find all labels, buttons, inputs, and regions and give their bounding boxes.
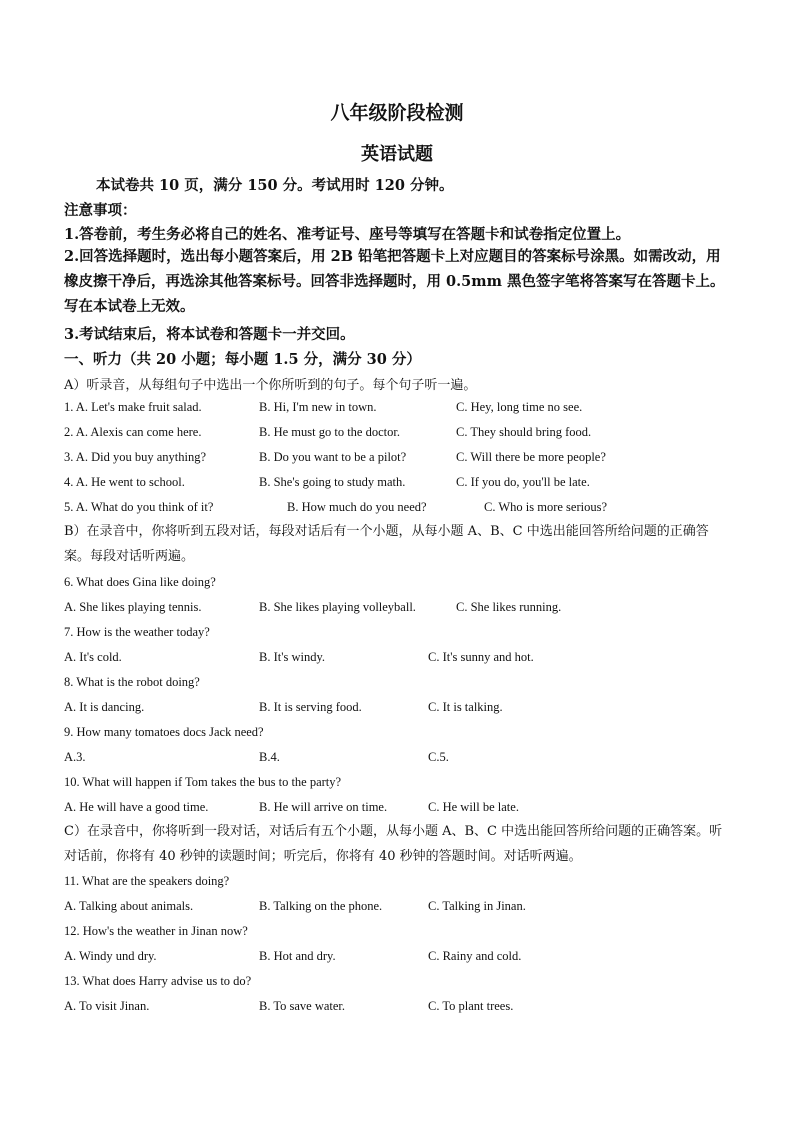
notice-item-3: 3.考试结束后，将本试卷和答题卡一并交回。 (64, 326, 355, 343)
q11-option-b: B. Talking on the phone. (259, 899, 383, 913)
page-subtitle: 英语试题 (361, 144, 433, 165)
q9-option-c: C.5. (428, 750, 449, 764)
q9-option-b: B.4. (259, 750, 280, 764)
q6-stem: 6. What does Gina like doing? (64, 575, 216, 589)
q11-option-c: C. Talking in Jinan. (428, 899, 526, 913)
q5-option-b: B. How much do you need? (287, 500, 427, 514)
q9-option-a: A.3. (64, 750, 86, 764)
q6-option-b: B. She likes playing volleyball. (259, 600, 416, 614)
part-b-instructions: B）在录音中，你将听到五段对话，每段对话后有一个小题，从每小题 A、B、C 中选出能回答所给问题的正确答案。每段对话听两遍。 (64, 524, 709, 564)
q12-option-b: B. Hot and dry. (259, 949, 336, 963)
q10-option-c: C. He will be late. (428, 800, 519, 814)
q13-option-b: B. To save water. (259, 999, 346, 1013)
q2-option-a: 2. A. Alexis can come here. (64, 425, 202, 439)
q9-stem: 9. How many tomatoes docs Jack need? (64, 725, 264, 739)
q2-option-c: C. They should bring food. (456, 425, 592, 439)
q11-stem: 11. What are the speakers doing? (64, 874, 230, 888)
q4-option-c: C. If you do, you'll be late. (456, 475, 590, 489)
q10-option-b: B. He will arrive on time. (259, 800, 388, 814)
q12-option-c: C. Rainy and cold. (428, 949, 522, 963)
q3-option-b: B. Do you want to be a pilot? (259, 450, 407, 464)
q5-option-a: 5. A. What do you think of it? (64, 500, 214, 514)
page-title: 八年级阶段检测 (330, 102, 464, 124)
q7-option-a: A. It's cold. (64, 650, 122, 664)
q8-option-c: C. It is talking. (428, 700, 503, 714)
q4-option-a: 4. A. He went to school. (64, 475, 185, 489)
q13-stem: 13. What does Harry advise us to do? (64, 974, 252, 988)
notice-item-1: 1.答卷前，考生务必将自己的姓名、准考证号、座号等填写在答题卡和试卷指定位置上。 (64, 226, 631, 243)
q7-option-c: C. It's sunny and hot. (428, 650, 534, 664)
part-a-instructions: A）听录音，从每组句子中选出一个你所听到的句子。每个句子听一遍。 (64, 378, 477, 393)
q2-option-b: B. He must go to the doctor. (259, 425, 400, 439)
q12-stem: 12. How's the weather in Jinan now? (64, 924, 248, 938)
notice-item-2: 2.回答选择题时，选出每小题答案后，用 2B 铅笔把答题卡上对应题目的答案标号涂黑。如需改动，用橡皮擦干净后，再选涂其他答案标号。回答非选择题时，用 0.5mm 黑色签字笔将答案写在答题卡上。写在本试卷上无效。 (64, 248, 725, 315)
q1-option-b: B. Hi, I'm new in town. (259, 400, 377, 414)
exam-intro: 本试卷共 10 页，满分 150 分。考试用时 120 分钟。 (96, 177, 454, 194)
q1-option-c: C. Hey, long time no see. (456, 400, 583, 414)
q8-option-b: B. It is serving food. (259, 700, 362, 714)
q11-option-a: A. Talking about animals. (64, 899, 194, 913)
q10-stem: 10. What will happen if Tom takes the bus to the party? (64, 775, 342, 789)
section-heading: 一、听力（共 20 小题；每小题 1.5 分，满分 30 分） (64, 351, 421, 368)
q3-option-a: 3. A. Did you buy anything? (64, 450, 207, 464)
q13-option-a: A. To visit Jinan. (64, 999, 150, 1013)
q13-option-c: C. To plant trees. (428, 999, 514, 1013)
q8-option-a: A. It is dancing. (64, 700, 145, 714)
q6-option-c: C. She likes running. (456, 600, 562, 614)
q8-stem: 8. What is the robot doing? (64, 675, 200, 689)
q1-option-a: 1. A. Let's make fruit salad. (64, 400, 202, 414)
q7-stem: 7. How is the weather today? (64, 625, 210, 639)
q12-option-a: A. Windy und dry. (64, 949, 157, 963)
q6-option-a: A. She likes playing tennis. (64, 600, 202, 614)
q4-option-b: B. She's going to study math. (259, 475, 406, 489)
q7-option-b: B. It's windy. (259, 650, 326, 664)
q10-option-a: A. He will have a good time. (64, 800, 209, 814)
q3-option-c: C. Will there be more people? (456, 450, 606, 464)
part-c-instructions: C）在录音中，你将听到一段对话，对话后有五个小题，从每小题 A、B、C 中选出能回答所给问题的正确答案。听对话前，你将有 40 秒钟的读题时间；听完后，你将有 40 秒钟的答题时间。对话听两遍。 (64, 824, 723, 864)
q5-option-c: C. Who is more serious? (484, 500, 608, 514)
notice-heading: 注意事项： (64, 202, 137, 219)
